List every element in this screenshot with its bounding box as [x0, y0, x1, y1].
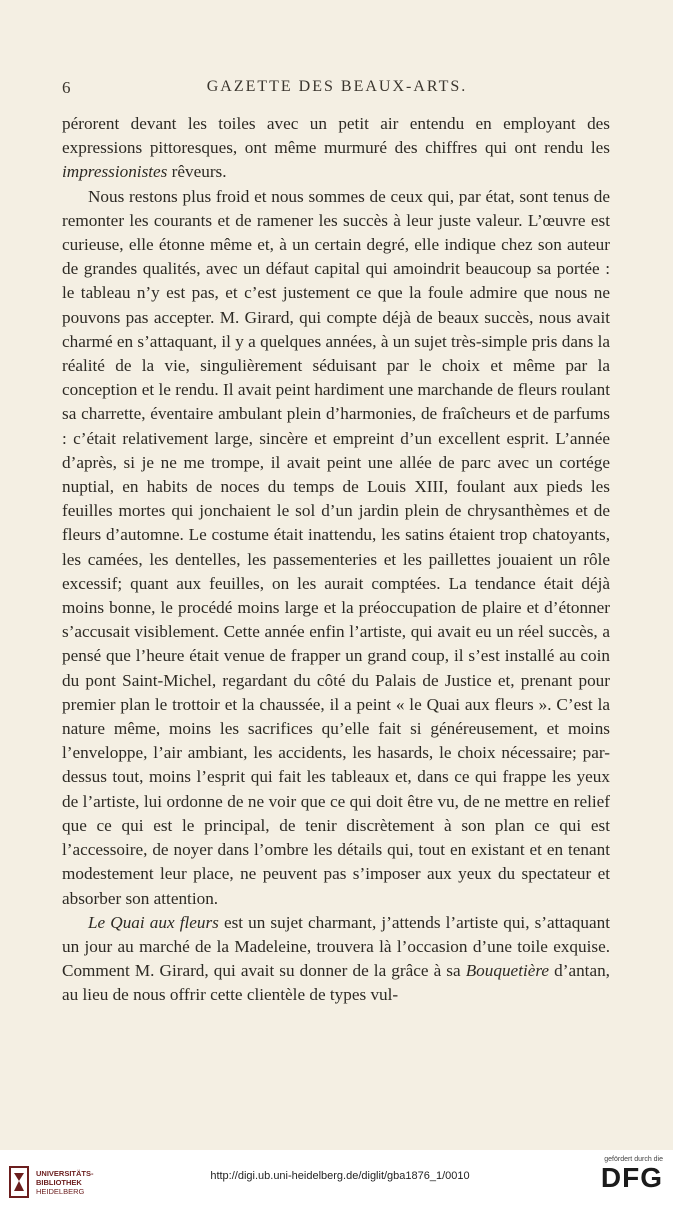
paragraph-3-text-b: d’antan, au lieu de nous offrir cette clientèle de types vul-: [62, 961, 610, 1005]
paragraph-3-italic-bouquetiere: Bouquetière: [465, 961, 550, 981]
source-url-link[interactable]: http://digi.ub.uni-heidelberg.de/diglit/gba1876_1/0010: [210, 1170, 470, 1182]
paragraph-1-italic: impressionistes: [62, 162, 168, 182]
logo-line-1: UNIVERSITÄTS-: [36, 1168, 94, 1178]
paragraph-1: [62, 112, 610, 185]
footer-bar: [0, 1150, 673, 1208]
funding-note: gefördert durch die: [604, 1156, 663, 1163]
page-header: [62, 78, 612, 104]
dfg-logo: DFG: [600, 1162, 663, 1193]
running-title: GAZETTE DES BEAUX-ARTS.: [206, 78, 468, 95]
heidelberg-library-icon: [8, 1165, 30, 1199]
paragraph-1-text-b: rêveurs.: [167, 162, 227, 182]
logo-line-3: HEIDELBERG: [36, 1186, 85, 1196]
paragraph-3-italic-title: Le Quai aux fleurs: [88, 912, 219, 932]
body-text: [62, 112, 610, 1008]
paragraph-2: Nous restons plus froid et nous sommes de ceux qui, par état, sont tenus de remonter les courants et de ramener les succès à leur juste valeur. L’œuvre est curieuse, elle étonne même et, à un certain degré, elle indique chez son auteur de grandes qualités, avec un défaut capital qui amoindrit beaucoup sa portée : le tableau n’y est pas, et c’est justement ce que la foule admire que nous ne pouvons pas accepter. M. Girard, qui compte déjà de beaux succès, nous avait charmé en s’attaquant, il y a quelques années, à un sujet très-simple pris dans la réalité de la vie, singulièrement séduisant par le choix et même par la conception et le rendu. Il avait peint hardiment une marchande de fleurs roulant sa charrette, éventaire ambulant plein d’harmonies, de fraîcheurs et de parfums : c’était relativement large, sincère et empreint d’un excellent esprit. L’année d’après, si je ne me trompe, il avait peint une allée de parc avec un cortége nuptial, en habits de noces du temps de Louis XIII, foulant aux pieds les feuilles mortes qui jonchaient le sol d’un jardin plein de chrysanthèmes et de fleurs d’automne. Le costume était inattendu, les satins étaient trop chatoyants, les camées, les dentelles, les passementeries et les paillettes jouaient un rôle excessif; quant aux feuilles, on les aurait comptées. La tendance était déjà moins bonne, le procédé moins large et la préoccupation de plaire et d’étonner s’accusait visiblement. Cette année enfin l’artiste, qui avait eu un réel succès, a pensé que l’heure était venue de frapper un grand coup, il s’est installé au coin du pont Saint-Michel, regardant du côté du Palais de Justice et, prenant pour premier plan le trottoir et la chaussée, il a peint « le Quai aux fleurs ». C’est la nature même, moins les sacrifices qu’elle fait si généreusement, et moins l’enveloppe, l’air ambiant, les accidents, les hasards, le choix nécessaire; par-dessus tout, moins l’esprit qui fait les tableaux et, dans ce qui frappe les yeux de l’artiste, lui ordonne de ne voir que ce qui doit être vu, de ne mettre en relief que ce qui est le principal, de tenir discrètement à son plan ce qui est l’accessoire, de noyer dans l’ombre les détails qui, tout en existant et en tenant modestement leur place, ne peuvent pas s’imposer aux yeux du spectateur et absorber son attention.: [62, 186, 610, 908]
logo-line-2: BIBLIOTHEK: [36, 1177, 82, 1187]
university-library-logo[interactable]: [8, 1162, 138, 1202]
paragraph-3-text-a: est un sujet charmant, j’attends l’artiste qui, s’attaquant un jour au marché de la Madeleine, trouvera là l’occasion d’une toile exquise. Comment M. Girard, qui avait su donner de la grâce à sa: [62, 912, 610, 981]
paragraph-1-text-a: pérorent devant les toiles avec un petit air entendu en employant des expressions pittoresques, ont même murmuré des chiffres qui ont rendu les: [62, 114, 610, 158]
page-number: 6: [62, 78, 71, 97]
dfg-funding[interactable]: [591, 1156, 663, 1193]
paragraph-3: [62, 911, 610, 1008]
